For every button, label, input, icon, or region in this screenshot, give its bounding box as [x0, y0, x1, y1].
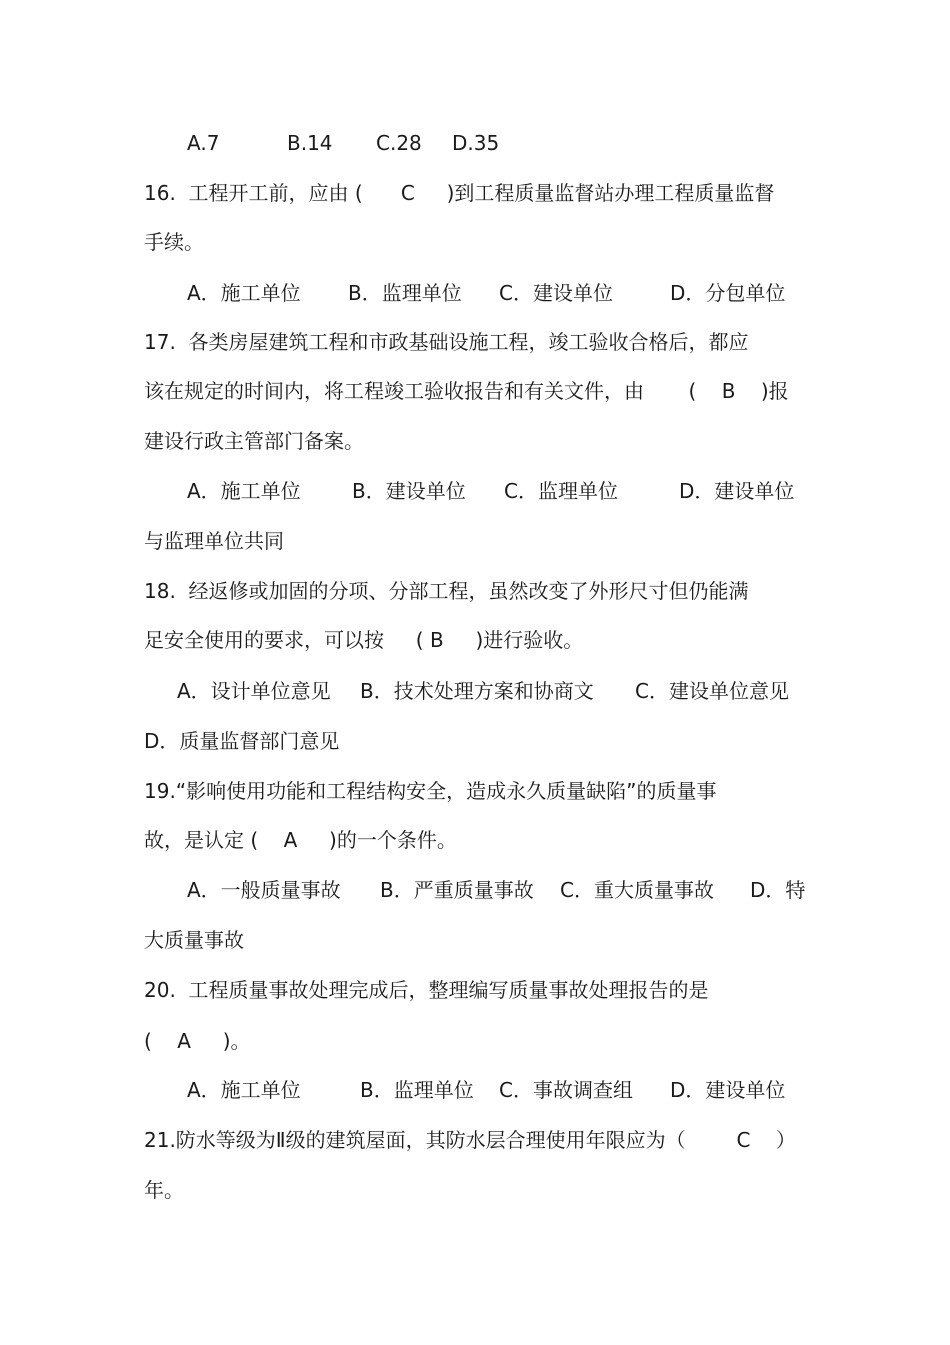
q15-option-c: C.28: [376, 131, 422, 155]
q20-option-c: C．事故调查组: [499, 1078, 633, 1102]
q19-option-d: D．特: [750, 878, 806, 902]
q20-option-d: D．建设单位: [670, 1078, 786, 1102]
q16-option-d: D．分包单位: [670, 281, 786, 305]
q19-option-b: B．严重质量事故: [380, 878, 534, 902]
q17-line-1: 17. 各类房屋建筑工程和市政基础设施工程，竣工验收合格后，都应: [144, 330, 749, 354]
q21-line-1: 21.防水等级为Ⅱ级的建筑屋面，其防水层合理使用年限应为（ C ）: [144, 1128, 796, 1152]
q16-line-2: 手续。: [144, 230, 204, 254]
q17-option-b: B．建设单位: [352, 479, 466, 503]
q18-line-1: 18. 经返修或加固的分项、分部工程，虽然改变了外形尺寸但仍能满: [144, 579, 749, 603]
q17-line-2: 该在规定的时间内，将工程竣工验收报告和有关文件，由 ( B )报: [144, 379, 789, 403]
q20-option-a: A．施工单位: [187, 1078, 301, 1102]
q15-option-b: B.14: [287, 131, 333, 155]
q16-option-a: A．施工单位: [187, 281, 301, 305]
q20-line-2: ( A )。: [144, 1029, 251, 1053]
q16-option-b: B．监理单位: [348, 281, 462, 305]
q17-option-c: C．监理单位: [504, 479, 618, 503]
q17-option-d: D．建设单位: [679, 479, 795, 503]
q17-option-continuation: 与监理单位共同: [144, 529, 284, 553]
q16-line-1: 16. 工程开工前，应由 ( C )到工程质量监督站办理工程质量监督: [144, 181, 775, 205]
q17-line-3: 建设行政主管部门备案。: [144, 429, 364, 453]
q15-option-d: D.35: [452, 131, 500, 155]
q20-line-1: 20. 工程质量事故处理完成后，整理编写质量事故处理报告的是: [144, 978, 709, 1002]
q17-option-a: A．施工单位: [187, 479, 301, 503]
q19-line-2: 故，是认定 ( A )的一个条件。: [144, 828, 457, 852]
q18-line-2: 足安全使用的要求，可以按 ( B )进行验收。: [144, 628, 584, 652]
q20-option-b: B．监理单位: [360, 1078, 474, 1102]
q18-option-b: B．技术处理方案和协商文: [360, 679, 594, 703]
q16-option-c: C．建设单位: [499, 281, 613, 305]
q19-line-1: 19.“影响使用功能和工程结构安全，造成永久质量缺陷”的质量事: [144, 779, 717, 803]
q18-option-a: A．设计单位意见: [177, 679, 331, 703]
q18-option-c: C．建设单位意见: [635, 679, 789, 703]
q19-option-c: C．重大质量事故: [560, 878, 714, 902]
q21-line-2: 年。: [144, 1178, 184, 1202]
q15-option-a: A.7: [187, 131, 220, 155]
q19-option-a: A．一般质量事故: [187, 878, 341, 902]
q19-option-continuation: 大质量事故: [144, 928, 244, 952]
q18-option-d: D．质量监督部门意见: [144, 729, 340, 753]
